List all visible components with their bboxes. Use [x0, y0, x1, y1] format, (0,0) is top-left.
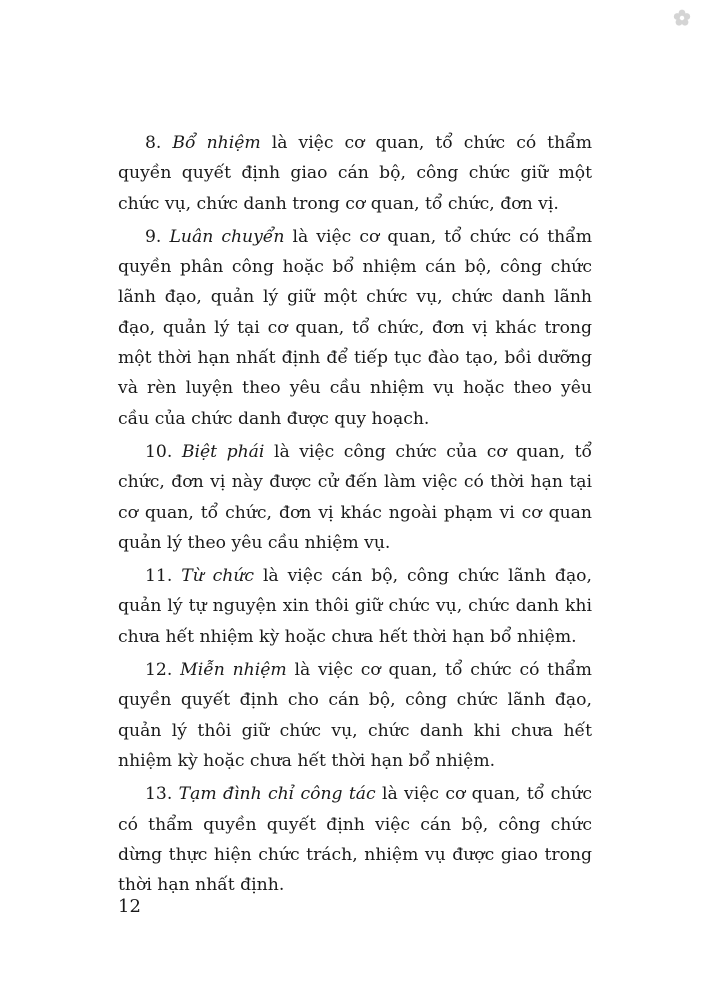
definition-text: là việc cơ quan, tổ chức có thẩm quyền quyết định giao cán bộ, công chức giữ một chức vụ, chức danh trong cơ quan, tổ chức, đơn vị. [118, 133, 592, 214]
clause-number: 10. [145, 441, 173, 462]
definition-paragraph-10 [118, 437, 592, 558]
defined-term: Luân chuyển [169, 226, 285, 247]
definition-paragraph-12 [118, 655, 592, 776]
document-body [118, 128, 592, 903]
definition-paragraph-8 [118, 128, 592, 219]
definition-paragraph-11 [118, 561, 592, 652]
definition-text: là việc cán bộ, công chức lãnh đạo, quản lý tự nguyện xin thôi giữ chức vụ, chức danh khi chưa hết nhiệm kỳ hoặc chưa hết thời hạn bổ nhiệm. [118, 566, 592, 647]
flower-icon [672, 8, 692, 28]
page-number: 12 [118, 896, 141, 917]
definition-text: là việc công chức của cơ quan, tổ chức, đơn vị này được cử đến làm việc có thời hạn tại cơ quan, tổ chức, đơn vị khác ngoài phạm vi cơ quan quản lý theo yêu cầu nhiệm vụ. [118, 441, 592, 553]
clause-number: 13. [145, 784, 173, 805]
defined-term: Từ chức [181, 566, 255, 587]
defined-term: Biệt phái [181, 441, 265, 462]
definition-paragraph-13 [118, 779, 592, 900]
definition-paragraph-9 [118, 222, 592, 434]
defined-term: Miễn nhiệm [180, 660, 287, 681]
clause-number: 8. [145, 133, 162, 153]
definition-text: là việc cơ quan, tổ chức có thẩm quyền quyết định cho cán bộ, công chức lãnh đạo, quản lý thôi giữ chức vụ, chức danh khi chưa hết nhiệm kỳ hoặc chưa hết thời hạn bổ nhiệm. [118, 660, 592, 771]
defined-term: Tạm đình chỉ công tác [178, 784, 376, 805]
definition-text: là việc cơ quan, tổ chức có thẩm quyền quyết định việc cán bộ, công chức dừng thực hiện chức trách, nhiệm vụ được giao trong thời hạn nhất định. [118, 784, 592, 896]
definition-text: là việc cơ quan, tổ chức có thẩm quyền phân công hoặc bổ nhiệm cán bộ, công chức lãnh đạo, quản lý giữ một chức vụ, chức danh lãnh đạo, quản lý tại cơ quan, tổ chức, đơn vị khác trong một thời hạn nhất định để tiếp tục đào tạo, bồi dưỡng và rèn luyện theo yêu cầu nhiệm vụ hoặc theo yêu cầu của chức danh được quy hoạch. [118, 226, 593, 429]
clause-number: 12. [145, 660, 173, 681]
defined-term: Bổ nhiệm [172, 133, 261, 153]
clause-number: 9. [145, 226, 162, 247]
clause-number: 11. [145, 566, 173, 587]
